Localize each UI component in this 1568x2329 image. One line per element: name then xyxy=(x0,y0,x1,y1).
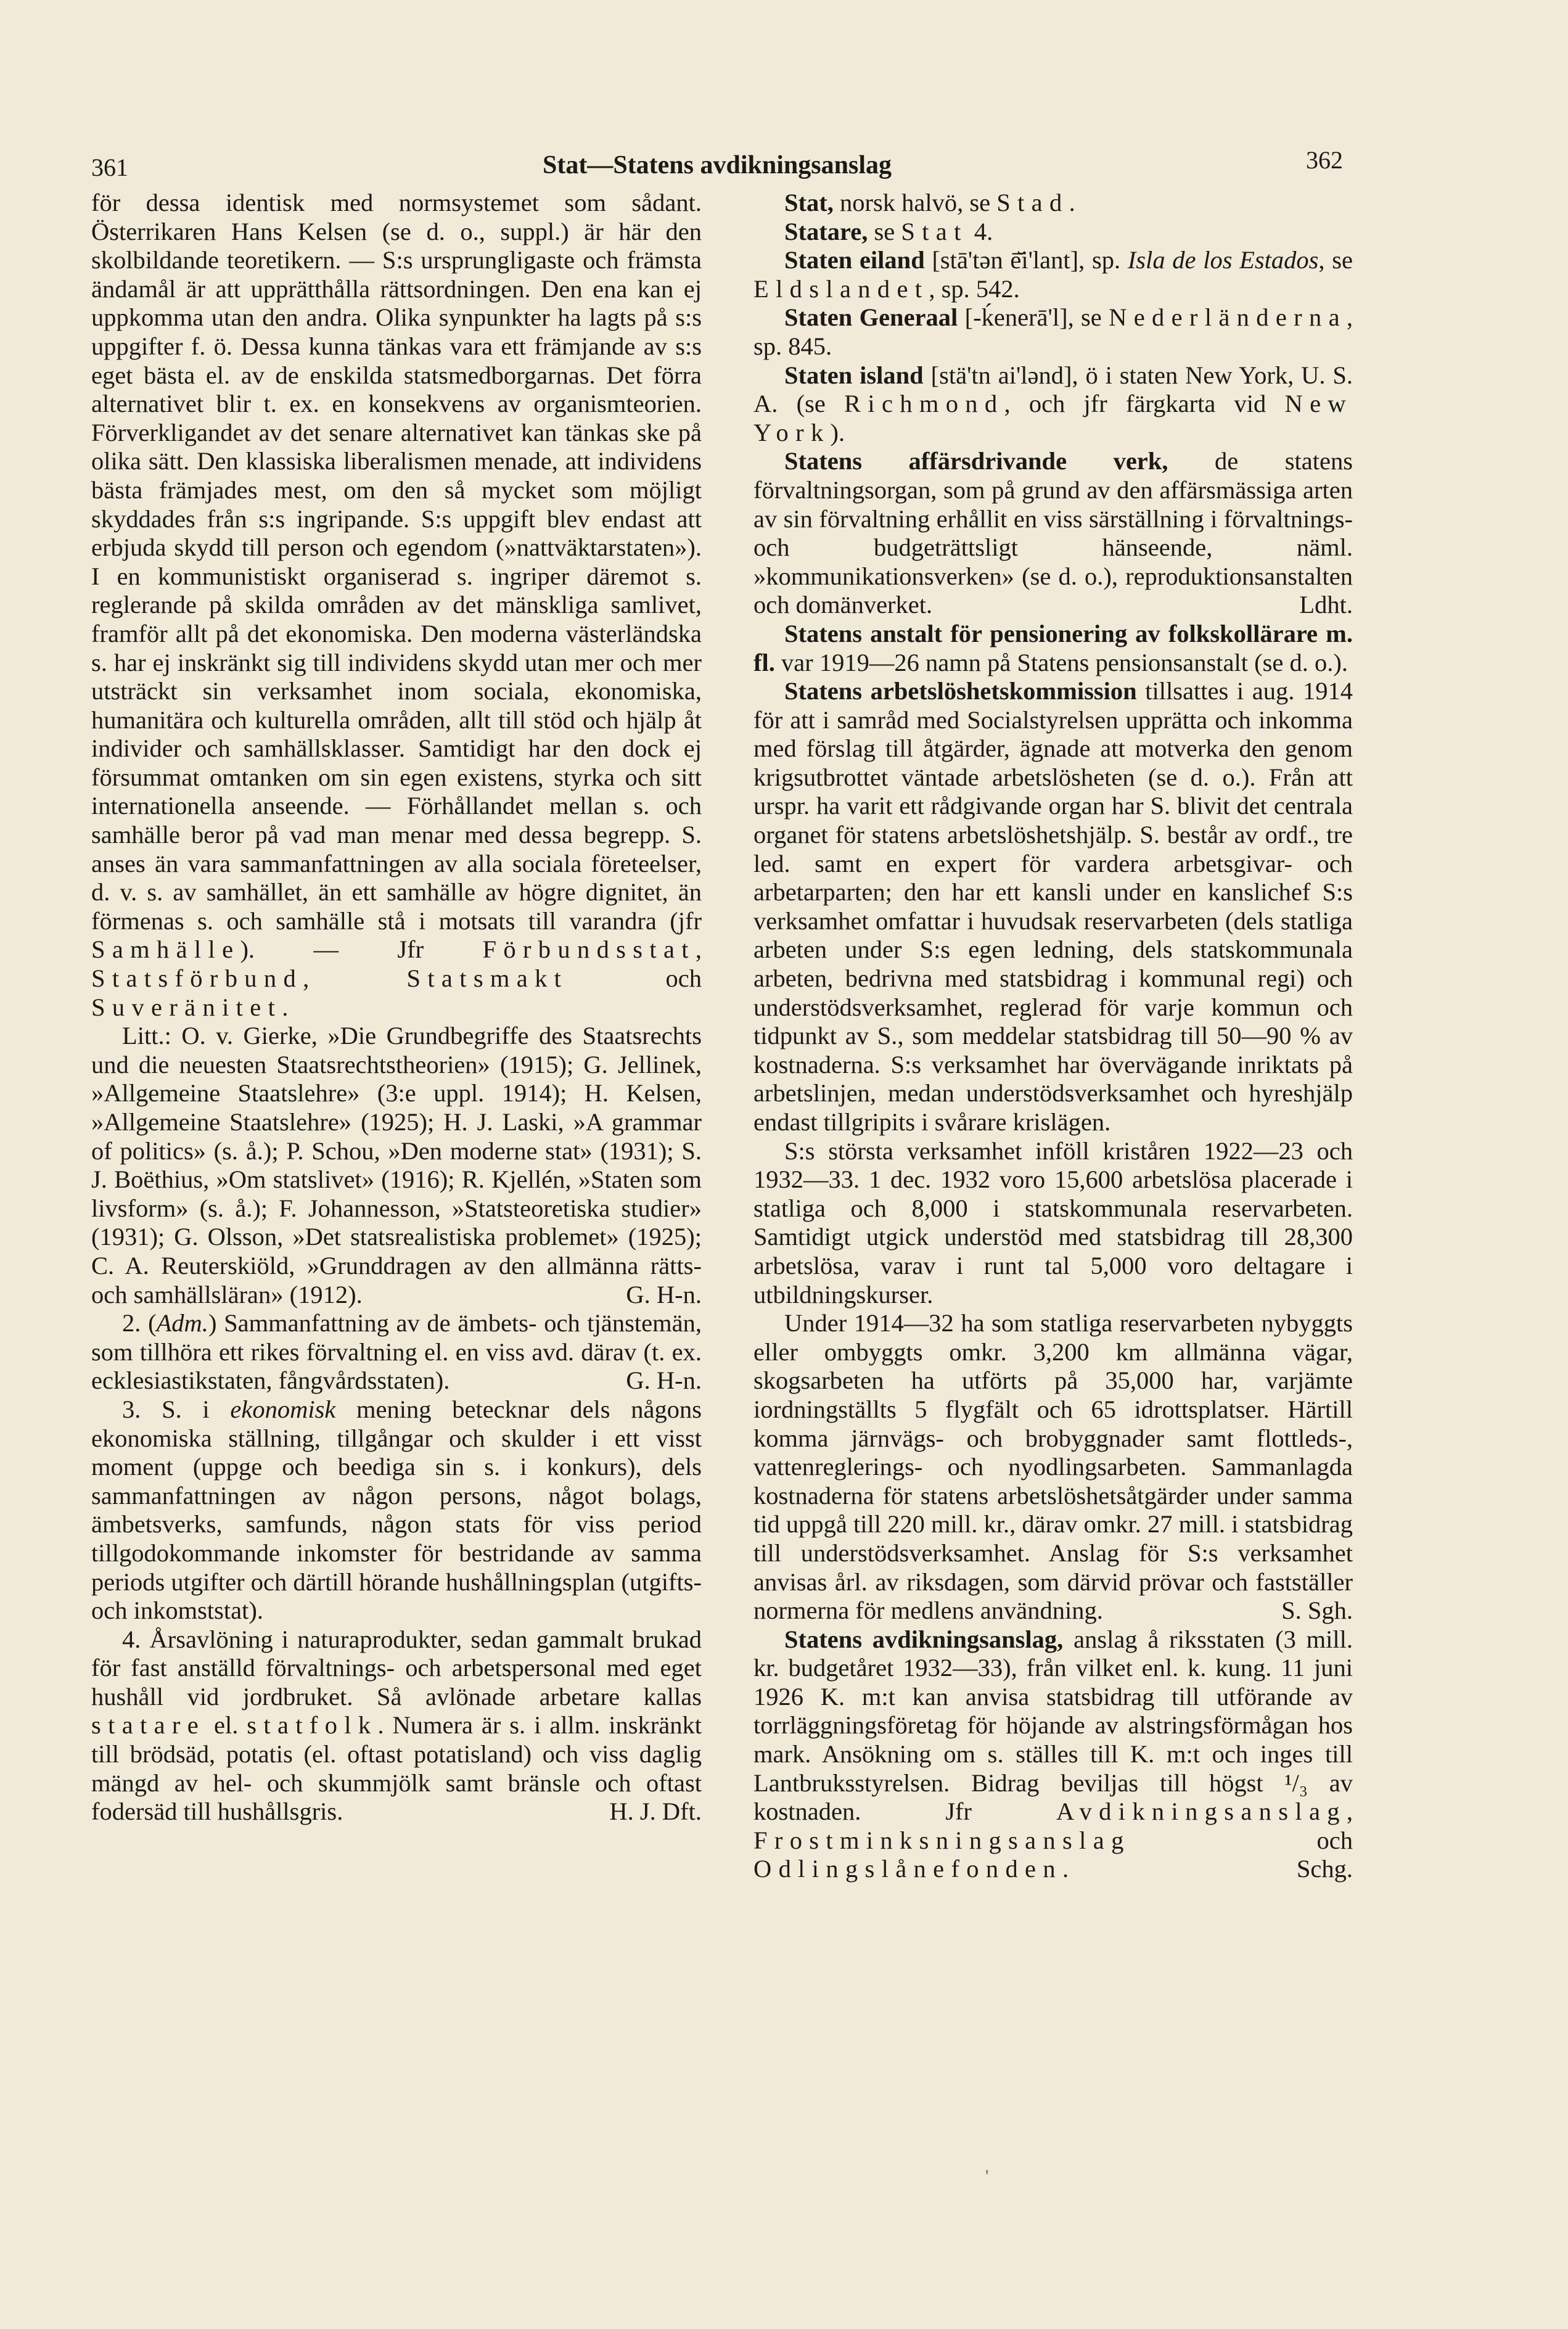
cross-reference: Nederländerna xyxy=(1109,303,1347,332)
entry-headword: Statare, xyxy=(784,217,868,245)
cross-reference: Statsmakt xyxy=(406,964,569,993)
cross-reference: Stad xyxy=(996,189,1069,216)
paragraph-stat-theory: för dessa identisk med normsystemet som sådant. Österrikaren Hans Kelsen (se d. o., suppl.) är här den skolbildande teoretikern. — S:s ursprungligaste och främsta ändamål är att upprätthålla rättsordningen. Den ena kan ej uppkomma utan den andra. Olika synpunkter ha lagts på s:s uppgifter f. ö. Dessa kunna tänkas vara ett främjande av s:s eget bästa el. av de enskilda statsmedborgarnas. Det förra alternativet blir t. ex. en konsekvens av organismteorien. Förverkligandet av det senare alternativet kan tänkas ske på olika sätt. Den klassiska liberalismen menade, att individens bästa främjades mest, om den så mycket som möjligt skyddades från s:s ingripande. S:s uppgift blev endast att erbjuda skydd till person och egendom (»nattväktarstaten»). I en kommunistiskt organiserad s. ingriper däremot s. reglerande på skilda områden av det mänskliga samlivet, framför allt på det ekonomiska. Den moderna västerländska s. har ej inskränkt sig till individens skydd utan mer och mer utsträckt sin verksamhet inom sociala, ekonomiska, humanitära och kulturella områden, allt till stöd och hjälp åt individer och samhällsklasser. Samtidigt har den dock ej försummat omtanken om sin egen existens, styrka och sitt internationella anseende. — Förhållandet mellan s. och samhälle beror på vad man menar med dessa begrepp. S. anses än vara sammanfattningen av alla sociala företeelser, d. v. s. av samhället, än ett samhälle av högre dignitet, än förmenas s. och samhälle stå i motsats till varandra (jfr Samhälle). — Jfr Förbundsstat, Statsförbund, Statsmakt och Suveränitet. xyxy=(91,189,702,1021)
entry-headword: Staten island xyxy=(784,361,924,389)
cross-reference: statare xyxy=(91,1711,206,1740)
entry-headword: Stat, xyxy=(784,189,834,216)
running-title: Stat—Statens avdikningsanslag xyxy=(543,151,892,179)
entry-headword: Statens arbetslöshetskommission xyxy=(784,677,1137,705)
entry-statare: Statare, se Stat 4. xyxy=(784,217,993,245)
stray-mark: ' xyxy=(985,2166,989,2187)
author-signature: G. H-n. xyxy=(626,1366,702,1395)
left-column xyxy=(91,189,702,1826)
entry-headword: Staten Generaal xyxy=(784,303,958,332)
entry-headword: Statens anstalt för pensionering av folkskollärare m. fl. xyxy=(753,619,1353,676)
paragraph-arbetsloshet-stats: S:s största verksamhet inföll kriståren 1922—23 och 1932—33. 1 dec. 1932 voro 15,600 arbetslösa placerade i statliga och 8,000 i statskommunala reservarbeten. Samtidigt utgick understöd med statsbidrag till 28,300 arbetslösa, varav i runt tal 5,000 voro deltagare i utbildningskurser. xyxy=(753,1136,1353,1308)
cross-reference: Förbundsstat xyxy=(482,935,696,964)
entry-affarsdrivande-verk: Statens affärsdrivande verk, de statens förvaltningsorgan, som på grund av den affärsmässiga arten av sin förvaltning erhållit en viss särställning i förvaltnings- och budgeträttsligt hänseende, näml. »kommunikationsverken» (se d. o.), reproduktionsanstalten och domänverket. Ldht. xyxy=(753,447,1353,619)
entry-headword: Statens avdikningsanslag, xyxy=(784,1625,1064,1653)
paragraph-economic: 3. S. i ekonomisk mening betecknar dels någons ekonomiska ställning, tillgångar och skulder i ett visst moment (uppge och beediga sin s. i konkurs), dels sammanfattningen av någon persons, något bolags, ämbetsverks, samfunds, någon stats för viss period tillgodokommande inkomster för bestridande av samma periods utgifter och därtill hörande hushållningsplan (utgifts- och inkomststat). xyxy=(91,1395,702,1625)
entry-staten-generaal: Staten Generaal [-ḱenerā'l], se Nederländerna, sp. 845. xyxy=(753,303,1353,360)
cross-reference: statfolk xyxy=(247,1711,378,1740)
page-header xyxy=(91,146,1343,185)
cross-reference: Statsförbund xyxy=(91,964,303,993)
entry-staten-island: Staten island [stä'tn ai'lənd], ö i staten New York, U. S. A. (se Richmond, och jfr färgkarta vid New York). xyxy=(753,361,1353,446)
cross-reference: Frostminksningsanslag xyxy=(753,1826,1131,1854)
entry-staten-eiland: Staten eiland [stā'tən ē̆i'lant], sp. Isla de los Estados, se Eldslandet, sp. 542. xyxy=(753,246,1353,303)
paragraph-adm: 2. (Adm.) Sammanfattning av de ämbets- och tjänstemän, som tillhöra ett rikes förvaltning el. en viss avd. därav (t. ex. ecklesiastikstaten, fångvårdsstaten). G. H-n. xyxy=(91,1309,702,1395)
cross-reference: Samhälle xyxy=(91,935,240,964)
entry-arbetsloshetskommission: Statens arbetslöshetskommission tillsattes i aug. 1914 för att i samråd med Socialstyrelsen upprätta och inkomma med förslag till åtgärder, ägnade att motverka den genom krigsutbrottet väntade arbetslösheten (se d. o.). Från att urspr. ha varit ett rådgivande organ har S. blivit det centrala organet för statens arbetslöshetshjälp. S. består av ordf., tre led. samt en expert för vardera arbetsgivar- och arbetarparten; den har ett kansli under en kanslichef S:s verksamhet omfattar i huvudsak reservarbeten (dels statliga arbeten under S:s egen ledning, dels statskommunala arbeten, bedrivna med statsbidrag i kommunal regi) och understödsverksamhet, reglerad för varje kommun och tidpunkt av S., som meddelar statsbidrag till 50—90 % av kostnaderna. S:s verksamhet har övervägande inriktats på arbetslinjen, medan understödsverksamhet och hyreshjälp endast tillgripits i svårare krislägen. xyxy=(753,677,1353,1136)
entry-stat-norsk: Stat, norsk halvö, se Stad. xyxy=(784,189,1075,216)
author-signature: H. J. Dft. xyxy=(609,1797,702,1826)
author-signature: Schg. xyxy=(1296,1855,1353,1883)
paragraph-literature: Litt.: O. v. Gierke, »Die Grundbegriffe des Staatsrechts und die neuesten Staatsrechtstheorien» (1915); G. Jellinek, »Allgemeine Staatslehre» (3:e uppl. 1914); H. Kelsen, »Allgemeine Staatslehre» (1925); H. J. Laski, »A grammar of politics» (s. å.); P. Schou, »Den moderne stat» (1931); S. J. Boëthius, »Om statslivet» (1916); R. Kjellén, »Staten som livsform» (s. å.); F. Johannesson, »Statsteoretiska studier» (1931); G. Olsson, »Det statsrealistiska problemet» (1925); C. A. Reuterskiöld, »Grunddragen av den allmänna rätts- och samhällsläran» (1912). G. H-n. xyxy=(91,1022,702,1308)
cross-reference: Avdikningsanslag xyxy=(1056,1797,1347,1826)
entry-avdikningsanslag: Statens avdikningsanslag, anslag å riksstaten (3 mill. kr. budgetåret 1932—33), från vilket enl. k. kung. 11 juni 1926 K. m:t kan anvisa statsbidrag till utförande av torrläggningsföretag för höjande av alstringsförmågan hos mark. Ansökning om s. ställes till K. m:t och inges till Lantbruksstyrelsen. Bidrag beviljas till högst ¹/₃ av kostnaden. Jfr Avdikningsanslag, Frostminksningsanslag och Odlingslånefonden. Schg. xyxy=(753,1625,1353,1883)
cross-reference: Richmond xyxy=(844,390,1004,418)
author-signature: S. Sgh. xyxy=(1281,1596,1353,1625)
author-signature: G. H-n. xyxy=(626,1280,702,1308)
author-signature: Ldht. xyxy=(1299,591,1353,619)
cross-reference: Eldslandet xyxy=(753,274,929,303)
page-number-left: 361 xyxy=(91,154,128,181)
page-number-right: 362 xyxy=(1306,146,1343,174)
cross-reference: Odlingslånefonden xyxy=(753,1855,1062,1883)
entry-headword: Statens affärsdrivande verk, xyxy=(784,447,1168,475)
entry-headword: Staten eiland xyxy=(784,246,925,274)
paragraph-reservarbeten: Under 1914—32 ha som statliga reservarbeten nybyggts eller ombyggts omkr. 3,200 km allmänna vägar, skogsarbeten ha utförts på 35,000 har, varjämte iordningställts 5 flygfält och 65 idrottsplatser. Härtill komma järnvägs- och brobyggnader samt flottleds-, vattenreglerings- och nyodlingsarbeten. Sammanlagda kostnaderna för statens arbetslöshetsåtgärder under samma tid uppgå till 220 mill. kr., därav omkr. 27 mill. i statsbidrag till understödsverksamhet. Anslag för S:s verksamhet anvisas årl. av riksdagen, som därvid prövar och fastställer normerna för medlens användning. S. Sgh. xyxy=(753,1309,1353,1625)
cross-reference: New York xyxy=(753,390,1353,446)
cross-reference: Stat xyxy=(901,217,968,245)
entry-pensionering: Statens anstalt för pensionering av folkskollärare m. fl. var 1919—26 namn på Statens pensionsanstalt (se d. o.). xyxy=(753,619,1353,676)
right-column xyxy=(753,189,1353,1884)
paragraph-statare: 4. Årsavlöning i naturaprodukter, sedan gammalt brukad för fast anställd förvaltnings- och arbetspersonal med eget hushåll vid jordbruket. Så avlönade arbetare kallas statare el. statfolk. Numera är s. i allm. inskränkt till brödsäd, potatis (el. oftast potatisland) och viss daglig mängd av hel- och skummjölk samt bränsle och oftast fodersäd till hushållsgris. H. J. Dft. xyxy=(91,1625,702,1826)
cross-reference: Suveränitet xyxy=(91,993,282,1021)
